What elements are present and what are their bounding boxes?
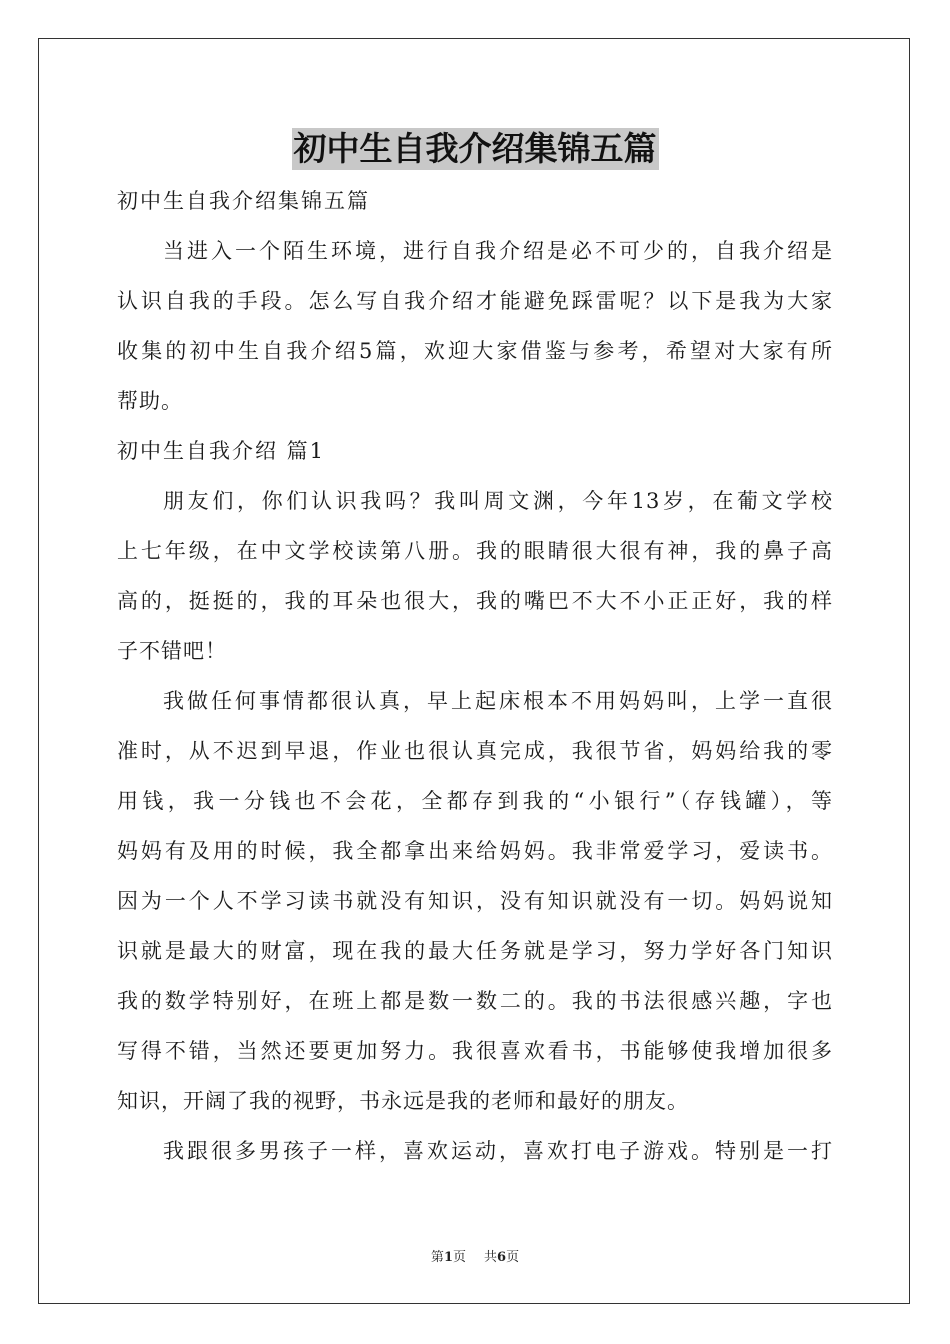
paragraph-line: 用钱，我一分钱也不会花，全都存到我的“小银行”（存钱罐），等 [117,789,833,813]
page-suffix: 页 [452,1250,466,1265]
page-number: 1 [443,1250,453,1265]
paragraph-line: 朋友们，你们认识我吗？我叫周文渊，今年13岁，在葡文学校 [163,489,833,513]
paragraph-line: 因为一个人不学习读书就没有知识，没有知识就没有一切。妈妈说知 [117,889,833,913]
total-pages: 6 [497,1250,507,1265]
title-container [0,128,950,170]
paragraph-line: 收集的初中生自我介绍5篇，欢迎大家借鉴与参考，希望对大家有所 [117,339,833,363]
paragraph-line: 当进入一个陌生环境，进行自我介绍是必不可少的，自我介绍是 [163,239,833,263]
paragraph-line: 妈妈有及用的时候，我全都拿出来给妈妈。我非常爱学习，爱读书。 [117,839,833,863]
paragraph-line: 识就是最大的财富，现在我的最大任务就是学习，努力学好各门知识 [117,939,833,963]
document-title: 初中生自我介绍集锦五篇 [293,129,657,168]
page-footer [0,1246,950,1265]
paragraph-line: 我的数学特别好，在班上都是数一数二的。我的书法很感兴趣，字也 [117,989,833,1013]
paragraph-line: 我跟很多男孩子一样，喜欢运动，喜欢打电子游戏。特别是一打 [163,1139,833,1163]
paragraph-line: 子不错吧！ [117,639,227,663]
paragraph-line: 我做任何事情都很认真，早上起床根本不用妈妈叫，上学一直很 [163,689,833,713]
paragraph-line: 知识，开阔了我的视野，书永远是我的老师和最好的朋友。 [117,1089,689,1113]
paragraph-line: 高的，挺挺的，我的耳朵也很大，我的嘴巴不大不小正正好，我的样 [117,589,833,613]
section-heading: 初中生自我介绍集锦五篇 [117,189,370,213]
paragraph-line: 写得不错，当然还要更加努力。我很喜欢看书，书能够使我增加很多 [117,1039,833,1063]
section-heading: 初中生自我介绍 篇1 [117,439,326,463]
total-suffix: 页 [506,1250,520,1265]
paragraph-line: 帮助。 [117,389,183,413]
paragraph-line: 上七年级，在中文学校读第八册。我的眼睛很大很有神，我的鼻子高 [117,539,833,563]
paragraph-line: 准时，从不迟到早退，作业也很认真完成，我很节省，妈妈给我的零 [117,739,833,763]
document-body [117,176,833,1176]
total-prefix: 共 [484,1250,498,1265]
paragraph-line: 认识自我的手段。怎么写自我介绍才能避免踩雷呢？以下是我为大家 [117,289,833,313]
page-prefix: 第 [430,1250,444,1265]
